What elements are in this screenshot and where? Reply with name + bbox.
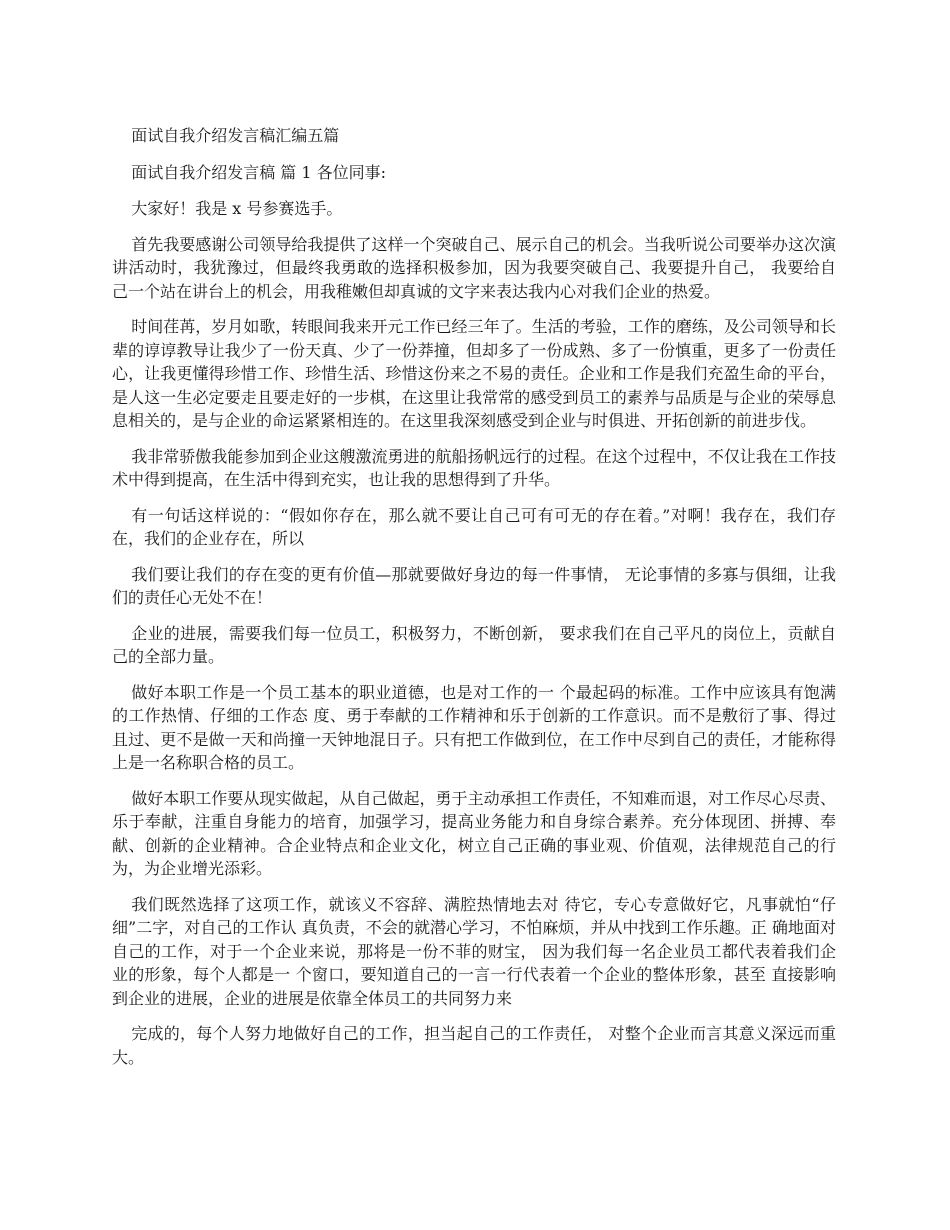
paragraph: 大家好！我是 x 号参赛选手。: [131, 199, 343, 218]
paragraph: 我们既然选择了这项工作，就该义不容辞、满腔热情地去对 待它，专心专意做好它，凡事就怕“仔细”二字，对自己的工作认 真负责，不会的就潜心学习，不怕麻烦，并从中找到工作乐趣。正 确地面对自己的工作，对于一个企业来说，那将是一份不菲的财宝， 因为我们每一名企业员工都代表着我们企业的形象，每个人都是一 个窗口，要知道自己的一言一行代表着一个企业的整体形象，甚至 直接影响到企业的进展，企业的进展是依靠全体员工的共同努力来: [112, 894, 836, 1008]
paragraph: 我们要让我们的存在变的更有价值—那就要做好身边的每一件事情， 无论事情的多寡与俱细，让我们的责任心无处不在！: [112, 564, 836, 607]
document-body: [112, 124, 836, 1081]
paragraph: 完成的，每个人努力地做好自己的工作，担当起自己的工作责任， 对整个企业而言其意义深远而重大。: [112, 1024, 836, 1067]
paragraph: 有一句话这样说的：“假如你存在，那么就不要让自己可有可无的存在着。”对啊！我存在，我们存在，我们的企业存在，所以: [112, 505, 836, 548]
paragraph: 首先我要感谢公司领导给我提供了这样一个突破自己、展示自己的机会。当我听说公司要举办这次演讲活动时，我犹豫过，但最终我勇敢的选择积极参加，因为我要突破自己、我要提升自己， 我要给自己一个站在讲台上的机会，用我稚嫩但却真诚的文字来表达我内心对我们企业的热爱。: [112, 234, 836, 301]
paragraph: 时间荏苒，岁月如歌，转眼间我来开元工作已经三年了。生活的考验，工作的磨练，及公司领导和长辈的谆谆教导让我少了一份天真、少了一份莽撞，但却多了一份成熟、多了一份慎重，更多了一份责任心，让我更懂得珍惜工作、珍惜生活、珍惜这份来之不易的责任。企业和工作是我们充盈生命的平台，是人这一生必定要走且要走好的一步棋，在这里让我常常的感受到员工的素养与品质是与企业的荣辱息息相关的，是与企业的命运紧紧相连的。在这里我深刻感受到企业与时俱进、开拓创新的前进步伐。: [112, 317, 836, 430]
paragraph: 企业的进展，需要我们每一位员工，积极努力，不断创新， 要求我们在自己平凡的岗位上，贡献自己的全部力量。: [112, 623, 836, 666]
document-title: 面试自我介绍发言稿汇编五篇: [131, 126, 340, 145]
paragraph: 做好本职工作要从现实做起，从自己做起，勇于主动承担工作责任，不知难而退，对工作尽心尽责、乐于奉献，注重自身能力的培育，加强学习，提高业务能力和自身综合素养。充分体现团、拼搏、奉献、创新的企业精神。合企业特点和企业文化，树立自己正确的事业观、价值观，法律规范自己的行为，为企业增光添彩。: [112, 788, 836, 878]
paragraph: 我非常骄傲我能参加到企业这艘激流勇进的航船扬帆远行的过程。在这个过程中，不仅让我在工作技术中得到提高，在生活中得到充实，也让我的思想得到了升华。: [112, 446, 836, 489]
paragraph: 做好本职工作是一个员工基本的职业道德，也是对工作的一 个最起码的标准。工作中应该具有饱满的工作热情、仔细的工作态 度、勇于奉献的工作精神和乐于创新的工作意识。而不是敷衍了事、得过且过、更不是做一天和尚撞一天钟地混日子。只有把工作做到位，在工作中尽到自己的责任，才能称得上是一名称职合格的员工。: [112, 682, 836, 772]
document-subtitle: 面试自我介绍发言稿 篇 1 各位同事:: [131, 162, 387, 182]
